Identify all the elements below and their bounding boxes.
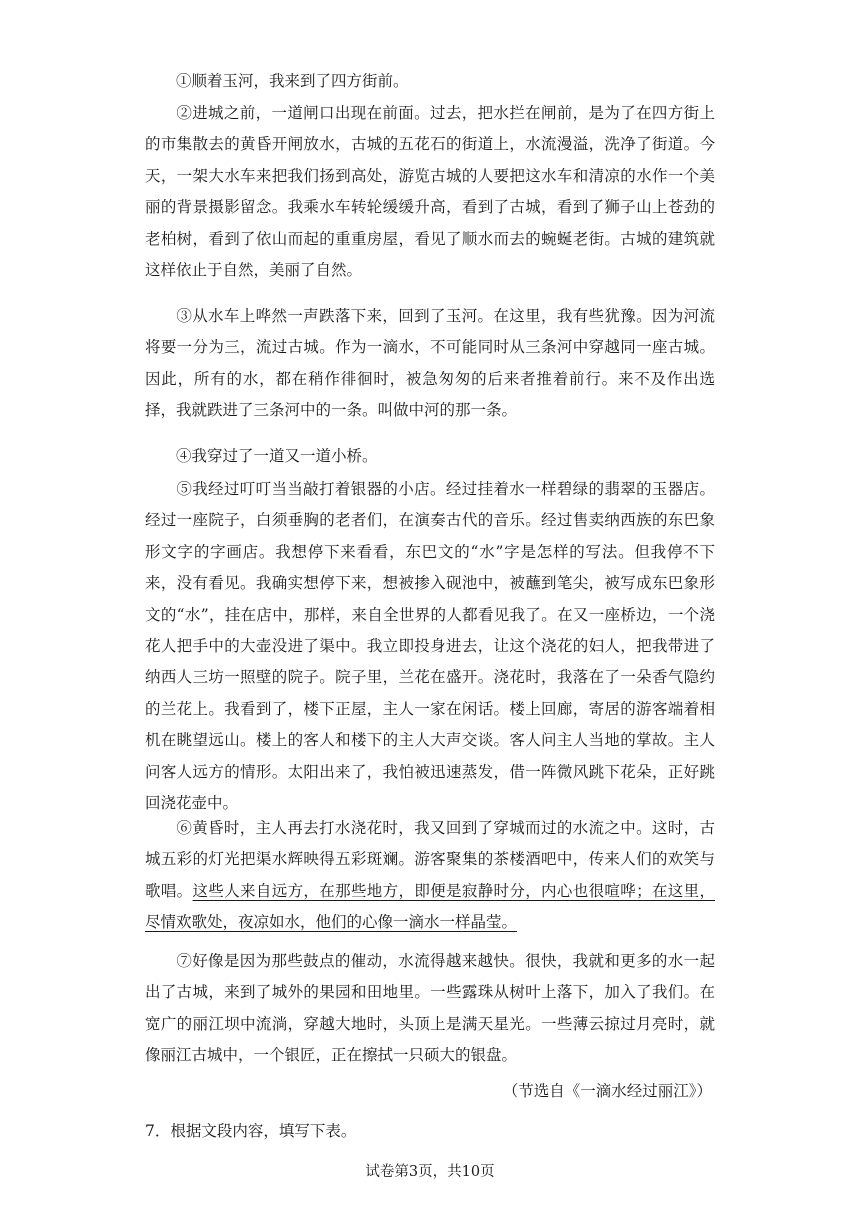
paragraph-3-text: ③从水车上哗然一声跌落下来，回到了玉河。在这里，我有些犹豫。因为河流将要一分为三，流过古城。作为一滴水，不可能同时从三条河中穿越同一座古城。因此，所有的水，都在稍作徘徊时，被急匆匆的后来者推着前行。来不及作出选择，我就跌进了三条河中的一条。叫做中河的那一条。 bbox=[145, 307, 715, 420]
paragraph-6 bbox=[145, 813, 715, 939]
page-footer: 试卷第3页，共10页 bbox=[365, 1164, 495, 1180]
paragraph-6-text: ⑥黄昏时，主人再去打水浇花时，我又回到了穿城而过的水流之中。这时，古城五彩的灯光把渠水辉映得五彩斑斓。游客聚集的茶楼酒吧中，传来人们的欢笑与歌唱。 bbox=[145, 819, 715, 900]
paragraph-4-text: ④我穿过了一道又一道小桥。 bbox=[176, 447, 378, 465]
paragraph-7 bbox=[145, 946, 715, 1072]
question-7: 7．根据文段内容，填写下表。 bbox=[145, 1122, 357, 1140]
paragraph-1 bbox=[145, 66, 715, 97]
paragraph-7-text: ⑦好像是因为那些鼓点的催动，水流得越来越快。很快，我就和更多的水一起出了古城，来到了城外的果园和田地里。一些露珠从树叶上落下，加入了我们。在宽广的丽江坝中流淌，穿越大地时，头顶上是满天星光。一些薄云掠过月亮时，就像丽江古城中，一个银匠，正在擦拭一只硕大的银盘。 bbox=[145, 952, 715, 1065]
paragraph-3 bbox=[145, 301, 715, 427]
paragraph-2-text: ②进城之前，一道闸口出现在前面。过去，把水拦在闸前，是为了在四方街上的市集散去的黄昏开闸放水，古城的五花石的街道上，水流漫溢，洗净了街道。今天，一架大水车来把我们扬到高处，游览古城的人要把这水车和清凉的水作一个美丽的背景摄影留念。我乘水车转轮缓缓升高，看到了古城，看到了狮子山上苍劲的老柏树，看到了依山而起的重重房屋，看见了顺水而去的蜿蜒老街。古城的建筑就这样依止于自然，美丽了自然。 bbox=[145, 104, 715, 280]
paragraph-5-text: ⑤我经过叮叮当当敲打着银器的小店。经过挂着水一样碧绿的翡翠的玉器店。经过一座院子，白须垂胸的老者们，在演奏古代的音乐。经过售卖纳西族的东巴象形文字的字画店。我想停下来看看，东巴文的“水”字是怎样的写法。但我停不下来，没有看见。我确实想停下来，想被掺入砚池中，被蘸到笔尖，被写成东巴象形文的“水”，挂在店中，那样，来自全世界的人都看见我了。在又一座桥边，一个浇花人把手中的大壶没进了渠中。我立即投身进去，让这个浇花的妇人，把我带进了纳西人三坊一照壁的院子。院子里，兰花在盛开。浇花时，我落在了一朵香气隐约的兰花上。我看到了，楼下正屋，主人一家在闲话。楼上回廊，寄居的游客端着相机在眺望远山。楼上的客人和楼下的主人大声交谈。客人问主人当地的掌故。主人问客人远方的情形。太阳出来了，我怕被迅速蒸发，借一阵微风跳下花朵，正好跳回浇花壶中。 bbox=[145, 480, 715, 813]
paragraph-5 bbox=[145, 474, 715, 819]
source-citation: （节选自《一滴水经过丽江》） bbox=[502, 1082, 712, 1100]
paragraph-2 bbox=[145, 98, 715, 286]
paragraph-4 bbox=[145, 441, 715, 472]
underlined-sentence: 这些人来自远方，在那些地方，即便是寂静时分，内心也很喧哗；在这里，尽情欢歌处，夜凉如水，他们的心像一滴水一样晶莹。 bbox=[145, 881, 715, 932]
paragraph-1-text: ①顺着玉河，我来到了四方街前。 bbox=[176, 72, 409, 90]
